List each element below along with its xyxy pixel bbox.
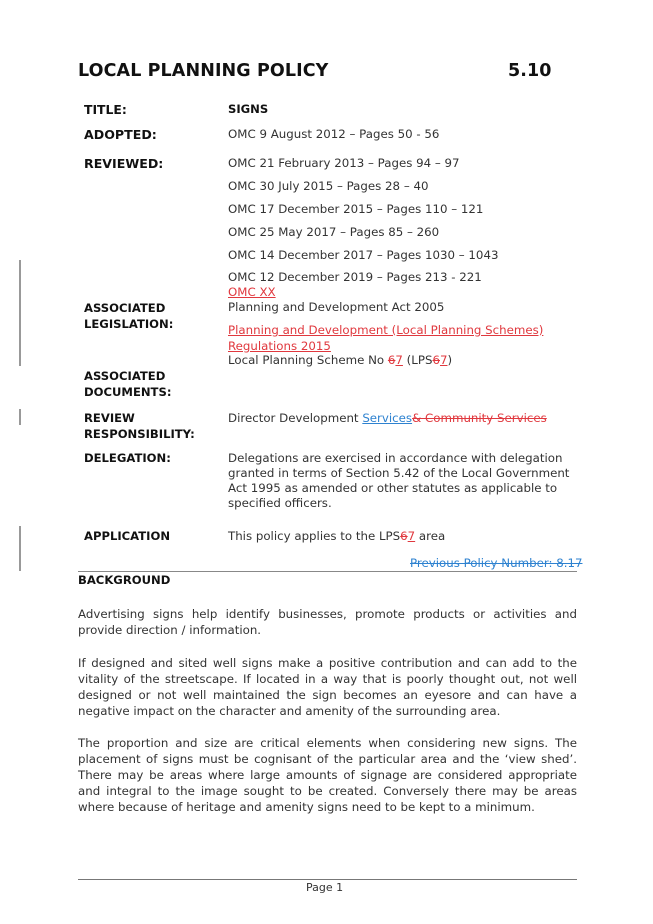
- deleted-text: & Community Services: [412, 411, 547, 425]
- legislation-label-2: LEGISLATION:: [84, 317, 174, 331]
- delegation-label: DELEGATION:: [84, 451, 171, 465]
- deleted-text: 6: [400, 529, 408, 543]
- page-number: Page 1: [306, 881, 344, 894]
- adopted-label: ADOPTED:: [84, 127, 157, 142]
- review-responsibility-label-1: REVIEW: [84, 411, 135, 425]
- policy-number: 5.10: [508, 61, 552, 81]
- document-title: LOCAL PLANNING POLICY: [78, 61, 329, 81]
- lps-text: ): [447, 353, 453, 367]
- delegation-line: Delegations are exercised in accordance with delegation: [228, 451, 563, 465]
- change-bar: [19, 260, 21, 366]
- previous-policy-number: Previous Policy Number: 8.17: [410, 556, 583, 570]
- application-text: This policy applies to the LPS: [228, 529, 401, 543]
- reviewed-entry: OMC 17 December 2015 – Pages 110 – 121: [228, 202, 484, 216]
- review-responsibility-label-2: RESPONSIBILITY:: [84, 427, 195, 441]
- application-value: [228, 528, 445, 544]
- documents-label-1: ASSOCIATED: [84, 369, 166, 383]
- deleted-text: 6: [387, 353, 396, 367]
- reviewed-entry: OMC 30 July 2015 – Pages 28 – 40: [228, 179, 429, 193]
- responsibility-text: Director Development: [228, 411, 363, 425]
- lps-text: Local Planning Scheme No: [228, 353, 388, 367]
- inserted-text: 7: [407, 529, 416, 543]
- background-heading: BACKGROUND: [78, 573, 171, 587]
- review-responsibility-value: [228, 410, 547, 426]
- legislation-label-1: ASSOCIATED: [84, 301, 166, 315]
- background-paragraph: Advertising signs help identify businesses, promote products or activities and provide direction / information.: [78, 607, 577, 637]
- legislation-item-inserted: Regulations 2015: [228, 339, 331, 353]
- delegation-line: specified officers.: [228, 496, 332, 510]
- inserted-text: 7: [439, 353, 448, 367]
- change-bar: [19, 526, 21, 571]
- delegation-line: granted in terms of Section 5.42 of the Local Government: [228, 466, 570, 480]
- reviewed-entry: OMC 12 December 2019 – Pages 213 - 221: [228, 270, 482, 284]
- reviewed-entry: OMC 14 December 2017 – Pages 1030 – 1043: [228, 248, 499, 262]
- title-label: TITLE:: [84, 102, 127, 117]
- legislation-item-inserted: Planning and Development (Local Planning Schemes): [228, 323, 544, 337]
- deleted-text: 6: [432, 353, 440, 367]
- lps-text: (LPS: [402, 353, 433, 367]
- background-paragraph: If designed and sited well signs make a positive contribution and can add to the vitality of the streetscape. If located in a way that is poorly thought out, not well designed or not well maintained the sign becomes an eyesore and can have a negative impact on the character and amenity of the surrounding area.: [78, 656, 577, 718]
- change-bar: [19, 409, 21, 425]
- reviewed-entry: OMC 21 February 2013 – Pages 94 – 97: [228, 156, 460, 170]
- inserted-text: 7: [395, 353, 403, 367]
- title-value: SIGNS: [228, 102, 269, 116]
- adopted-value: OMC 9 August 2012 – Pages 50 - 56: [228, 127, 440, 141]
- reviewed-entry: OMC 25 May 2017 – Pages 85 – 260: [228, 225, 440, 239]
- delegation-line: Act 1995 as amended or other statutes as applicable to: [228, 481, 558, 495]
- reviewed-label: REVIEWED:: [84, 156, 164, 171]
- reviewed-inserted-entry: OMC XX: [228, 285, 276, 299]
- legislation-item-lps: [228, 352, 452, 368]
- legislation-item: Planning and Development Act 2005: [228, 300, 445, 314]
- background-paragraph: The proportion and size are critical elements when considering new signs. The placement of signs must be cognisant of the particular area and the ‘view shed’. There may be areas where large amounts of signage are considered appropriate and integral to the image sought to be created. Conversely there may be areas where because of heritage and amenity signs need to be kept to a minimum.: [78, 736, 577, 814]
- documents-label-2: DOCUMENTS:: [84, 385, 172, 399]
- application-text: area: [415, 529, 446, 543]
- application-label: APPLICATION: [84, 529, 171, 543]
- inserted-text: Services: [362, 411, 413, 425]
